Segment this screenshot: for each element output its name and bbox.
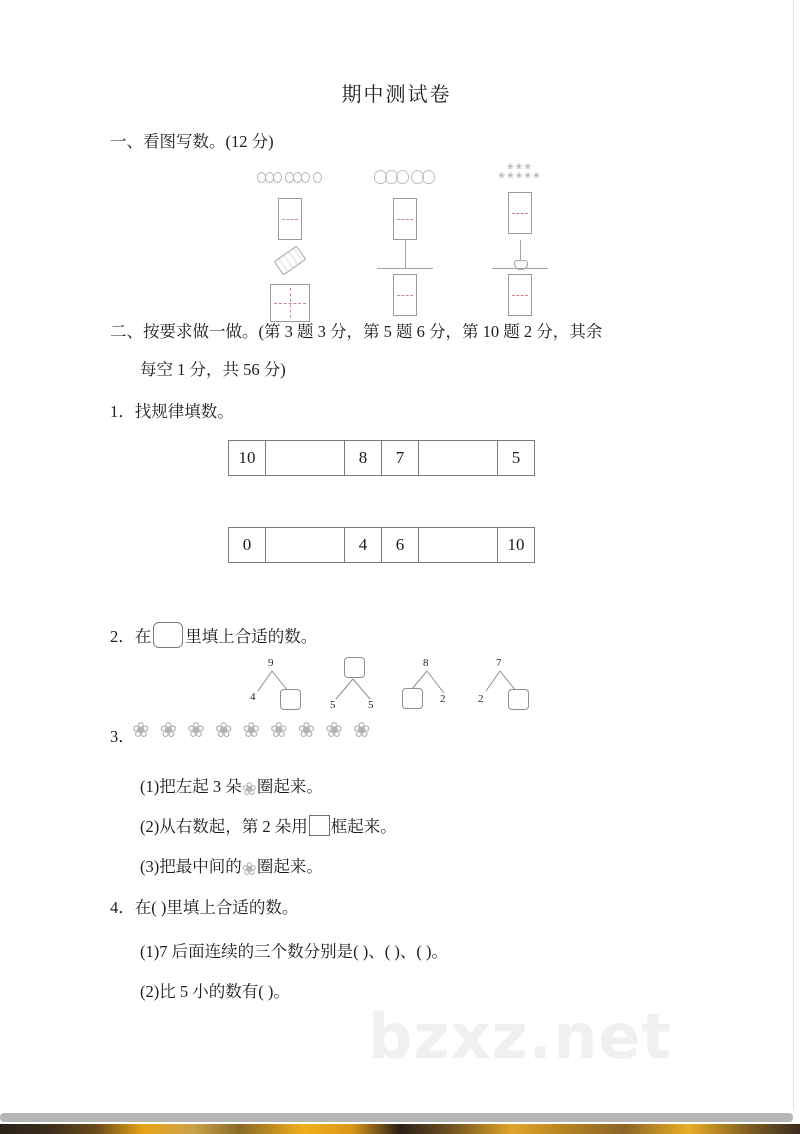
bond-top-value: 7 <box>496 657 502 669</box>
picture-item-pole <box>355 240 455 321</box>
bond-left-value: 4 <box>250 691 256 703</box>
picture-column-1 <box>240 168 340 303</box>
number-bond-2 <box>326 657 396 717</box>
answer-box[interactable] <box>402 688 423 709</box>
sequence-cell[interactable]: 10 <box>498 528 535 563</box>
sequence-table-b <box>228 527 535 563</box>
answer-box[interactable] <box>508 689 529 710</box>
flower-icon: ❀ <box>241 779 257 799</box>
question-2-text-after: 里填上合适的数。 <box>185 627 318 646</box>
picture-column-2 <box>355 168 455 303</box>
sub2-text-before: (2)从右数起，第 2 朵用 <box>140 817 308 836</box>
question-4-label: 4．在( )里填上合适的数。 <box>110 898 299 917</box>
sub3-text-before: (3)把最中间的 <box>140 857 242 876</box>
bond-left-value: 5 <box>330 699 336 711</box>
question-3-sub-3 <box>140 855 323 883</box>
answer-box[interactable] <box>508 192 532 234</box>
question-3-sub-2 <box>140 815 397 840</box>
flower-icon: ❀ <box>159 718 178 742</box>
sequence-cell[interactable] <box>419 528 498 563</box>
sequence-cell[interactable]: 0 <box>229 528 266 563</box>
answer-box[interactable] <box>278 198 302 240</box>
answer-box[interactable] <box>270 284 310 322</box>
section-two-heading-line2: 每空 1 分，共 56 分) <box>140 360 286 379</box>
sequence-cell[interactable]: 7 <box>382 441 419 476</box>
flower-icon: ❀ <box>132 718 150 742</box>
number-bond-3 <box>402 657 472 717</box>
bond-right-value: 2 <box>440 693 446 705</box>
question-4-sub-2: (2)比 5 小的数有( )。 <box>140 982 290 1001</box>
question-4-sub-1: (1)7 后面连续的三个数分别是( )、( )、( )。 <box>140 942 448 961</box>
sequence-cell[interactable]: 6 <box>382 528 419 563</box>
number-bond-group <box>250 657 550 717</box>
page-title: 期中测试卷 <box>341 84 452 106</box>
picture-item-eraser <box>240 246 340 327</box>
section-one-heading: 一、看图写数。(12 分) <box>110 132 274 151</box>
flower-icon: ❀ <box>214 718 233 742</box>
flower-icon: ❀ <box>270 718 288 742</box>
sub3-text-after: 圈起来。 <box>256 857 323 876</box>
sequence-cell[interactable] <box>266 441 345 476</box>
flower-icon: ❀ <box>325 718 343 742</box>
question-2-text-before: 2．在 <box>110 627 152 646</box>
picture-column-3 <box>470 162 570 303</box>
answer-box[interactable] <box>309 815 330 836</box>
sequence-cell[interactable]: 5 <box>498 441 535 476</box>
bond-top-value: 8 <box>423 657 429 669</box>
pole-icon <box>355 240 455 274</box>
sequence-table-a <box>228 440 535 476</box>
answer-box[interactable] <box>344 657 365 678</box>
answer-box[interactable] <box>393 274 417 316</box>
next-page-strip <box>0 1124 800 1134</box>
picture-number-grid <box>240 162 570 303</box>
question-3-sub-1 <box>140 775 323 803</box>
number-bond-1 <box>250 657 320 717</box>
bond-right-value: 5 <box>368 699 374 711</box>
question-3-label: 3． <box>110 727 135 746</box>
answer-box[interactable] <box>153 622 183 648</box>
sequence-cell[interactable]: 4 <box>345 528 382 563</box>
flower-icon: ❀ <box>241 859 257 879</box>
question-1-label: 1．找规律填数。 <box>110 402 234 421</box>
site-watermark: bzxz.net <box>368 1000 672 1073</box>
bond-left-value: 2 <box>478 693 484 705</box>
sub2-text-after: 框起来。 <box>330 817 397 836</box>
picture-item-spinning-top <box>470 240 570 321</box>
picture-item-balloons <box>355 168 455 245</box>
sequence-cell[interactable] <box>266 528 345 563</box>
picture-item-small-flowers <box>470 162 570 239</box>
flower-icon: ❀ <box>242 718 261 742</box>
section-two-heading-line1: 二、按要求做一做。(第 3 题 3 分，第 5 题 6 分，第 10 题 2 分，其余 <box>110 322 603 341</box>
answer-box[interactable] <box>393 198 417 240</box>
sequence-cell[interactable] <box>419 441 498 476</box>
balloons-icon <box>355 168 455 198</box>
number-bond-4 <box>478 657 548 717</box>
table-row <box>229 441 535 476</box>
sequence-cell[interactable]: 8 <box>345 441 382 476</box>
horizontal-scrollbar[interactable] <box>0 1113 793 1122</box>
beads-icon <box>240 168 340 198</box>
eraser-icon <box>240 246 340 276</box>
answer-box[interactable] <box>508 274 532 316</box>
answer-box[interactable] <box>280 689 301 710</box>
picture-item-beads <box>240 168 340 245</box>
table-row <box>229 528 535 563</box>
bond-top-value: 9 <box>268 657 274 669</box>
small-flowers-icon: ❀❀❀ ❀❀❀❀❀ <box>498 162 542 180</box>
flower-icon: ❀ <box>297 718 316 742</box>
flower-icon: ❀ <box>352 718 371 742</box>
sequence-cell[interactable]: 10 <box>229 441 266 476</box>
page-right-edge <box>793 0 794 1110</box>
sub1-text-after: 圈起来。 <box>256 777 323 796</box>
spinning-top-icon <box>470 240 570 274</box>
sub1-text-before: (1)把左起 3 朵 <box>140 777 242 796</box>
question-2-label <box>110 622 317 650</box>
flower-row <box>132 718 376 744</box>
flower-icon: ❀ <box>187 718 205 742</box>
